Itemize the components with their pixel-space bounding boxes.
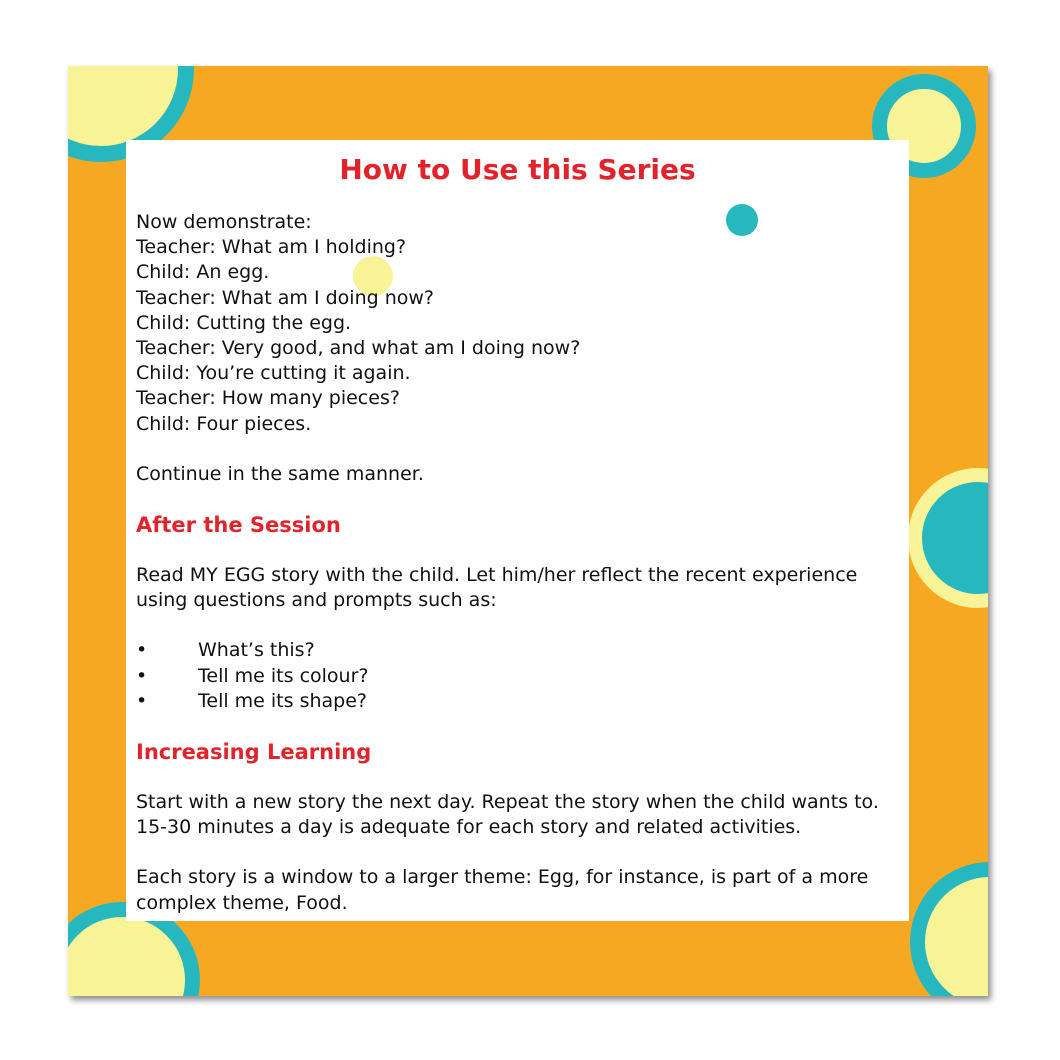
decorative-circle-bottom-right bbox=[910, 862, 988, 996]
page-title: How to Use this Series bbox=[339, 153, 696, 186]
list-item-text: Tell me its shape? bbox=[198, 689, 367, 712]
book-page bbox=[68, 66, 988, 996]
text-line: Each story is a window to a larger theme: Egg, for instance, is part of a more bbox=[136, 866, 869, 889]
list-item bbox=[136, 664, 904, 689]
list-item bbox=[136, 638, 904, 663]
text-line: using questions and prompts such as: bbox=[136, 589, 497, 612]
bullet-icon: • bbox=[136, 664, 148, 687]
dialogue-line: Child: Cutting the egg. bbox=[136, 311, 352, 334]
dialogue-line: Teacher: What am I holding? bbox=[136, 236, 407, 259]
list-item-text: Tell me its colour? bbox=[198, 664, 369, 687]
dialogue-line: Child: An egg. bbox=[136, 261, 270, 284]
dialogue-line: Now demonstrate: bbox=[136, 211, 312, 233]
page-content bbox=[136, 210, 904, 916]
content-panel bbox=[126, 140, 909, 921]
bullet-icon: • bbox=[136, 639, 148, 662]
after-session-text bbox=[136, 563, 904, 613]
prompt-list bbox=[136, 638, 904, 714]
dialogue-line: Teacher: Very good, and what am I doing now? bbox=[136, 337, 581, 360]
list-item-text: What’s this? bbox=[198, 639, 315, 662]
text-line: 15-30 minutes a day is adequate for each story and related activities. bbox=[136, 816, 802, 839]
continue-text: Continue in the same manner. bbox=[136, 462, 424, 485]
text-line: complex theme, Food. bbox=[136, 891, 348, 914]
dialogue-line: Child: You’re cutting it again. bbox=[136, 362, 411, 385]
dialogue-block bbox=[136, 210, 904, 437]
dialogue-line: Child: Four pieces. bbox=[136, 412, 312, 435]
dialogue-line: Teacher: What am I doing now? bbox=[136, 286, 434, 309]
increasing-learning-paragraph-2 bbox=[136, 865, 904, 915]
increasing-learning-paragraph-1 bbox=[136, 790, 904, 840]
bullet-icon: • bbox=[136, 689, 148, 712]
dialogue-line: Teacher: How many pieces? bbox=[136, 387, 400, 410]
text-line: Read MY EGG story with the child. Let him/her reflect the recent experience bbox=[136, 564, 858, 587]
decorative-circle-right bbox=[908, 468, 988, 608]
text-line: Start with a new story the next day. Repeat the story when the child wants to. bbox=[136, 791, 879, 814]
increasing-learning-heading: Increasing Learning bbox=[136, 740, 372, 765]
after-session-heading: After the Session bbox=[136, 513, 341, 538]
list-item bbox=[136, 689, 904, 714]
